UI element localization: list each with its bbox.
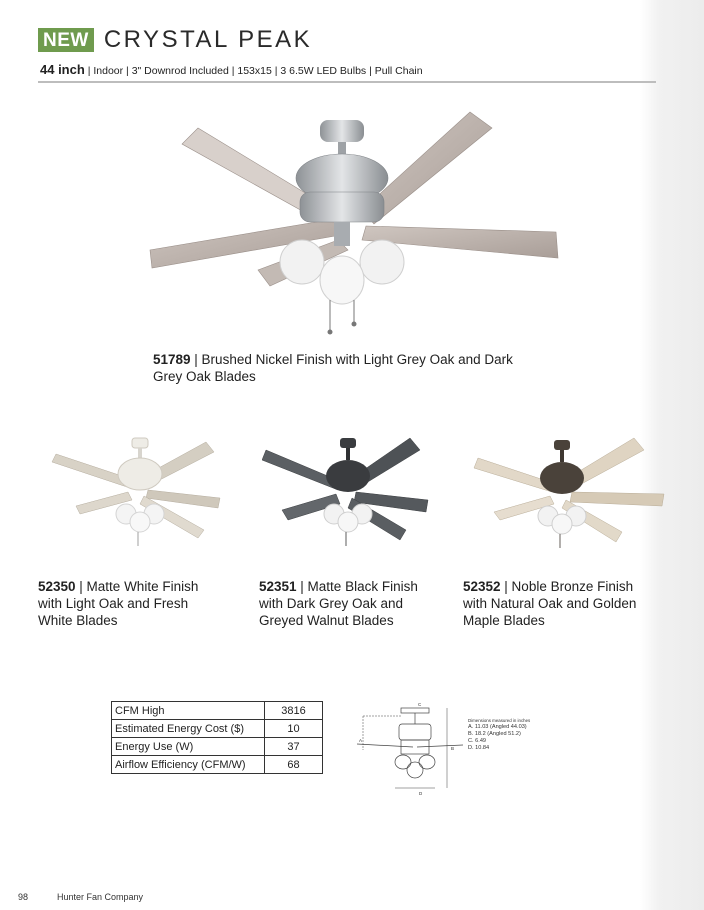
finish-description: | Noble Bronze Finish — [500, 579, 634, 594]
finish-description-cont: Greyed Walnut Blades — [259, 613, 394, 628]
product-subtitle — [40, 62, 423, 77]
spec-label: CFM High — [112, 702, 265, 720]
finish-description-cont: Maple Blades — [463, 613, 545, 628]
new-badge: NEW — [38, 28, 94, 52]
fan-image-52350 — [48, 430, 228, 550]
caption-51789 — [153, 351, 573, 385]
dimensions-title: Dimensions measured in inches — [468, 718, 531, 723]
spec-value: 37 — [265, 738, 323, 756]
fan-size: 44 inch — [40, 62, 85, 77]
spec-value: 10 — [265, 720, 323, 738]
spec-value: 3816 — [265, 702, 323, 720]
spec-label: Estimated Energy Cost ($) — [112, 720, 265, 738]
finish-description: | Matte Black Finish — [296, 579, 418, 594]
dimension-item: D. 10.84 — [468, 745, 490, 751]
dimension-item: A. 11.03 (Angled 44.03) — [468, 724, 527, 730]
dim-letter-a: A — [359, 738, 363, 743]
dim-letter-b: B — [451, 746, 455, 751]
finish-description: | Matte White Finish — [75, 579, 199, 594]
spec-label: Energy Use (W) — [112, 738, 265, 756]
fan-image-51789 — [130, 100, 570, 340]
model-code: 51789 — [153, 352, 191, 367]
fan-features: | Indoor | 3" Downrod Included | 153x15 | 3 6.5W LED Bulbs | Pull Chain — [84, 65, 423, 77]
spec-label: Airflow Efficiency (CFM/W) — [112, 756, 265, 774]
dim-letter-d: D — [419, 791, 423, 796]
model-code: 52350 — [38, 579, 76, 594]
table-row — [112, 720, 323, 738]
header-divider — [38, 81, 656, 83]
specs-table — [111, 701, 323, 774]
dimension-diagram — [355, 700, 467, 798]
dimensions-list — [468, 717, 530, 752]
product-header — [38, 28, 312, 52]
finish-description-cont: White Blades — [38, 613, 118, 628]
product-title: CRYSTAL PEAK — [103, 26, 313, 53]
finish-description-cont: with Light Oak and Fresh — [38, 596, 189, 611]
page-number: 98 — [18, 892, 29, 902]
table-row — [112, 738, 323, 756]
company-name: Hunter Fan Company — [57, 892, 144, 902]
dimension-item: C. 6.49 — [468, 738, 487, 744]
table-row — [112, 756, 323, 774]
caption-52351 — [259, 578, 459, 629]
fan-image-52352 — [472, 432, 668, 550]
finish-description-cont: with Natural Oak and Golden — [463, 596, 637, 611]
model-code: 52351 — [259, 579, 297, 594]
finish-description-cont: Grey Oak Blades — [153, 369, 256, 384]
finish-description: | Brushed Nickel Finish with Light Grey Oak and Dark — [190, 352, 513, 367]
caption-52352 — [463, 578, 663, 629]
spec-value: 68 — [265, 756, 323, 774]
caption-52350 — [38, 578, 243, 629]
table-row — [112, 702, 323, 720]
fan-image-52351 — [262, 432, 432, 550]
finish-description-cont: with Dark Grey Oak and — [259, 596, 404, 611]
model-code: 52352 — [463, 579, 501, 594]
dim-letter-c: C — [418, 702, 422, 707]
dimension-item: B. 18.2 (Angled 51.2) — [468, 731, 521, 737]
